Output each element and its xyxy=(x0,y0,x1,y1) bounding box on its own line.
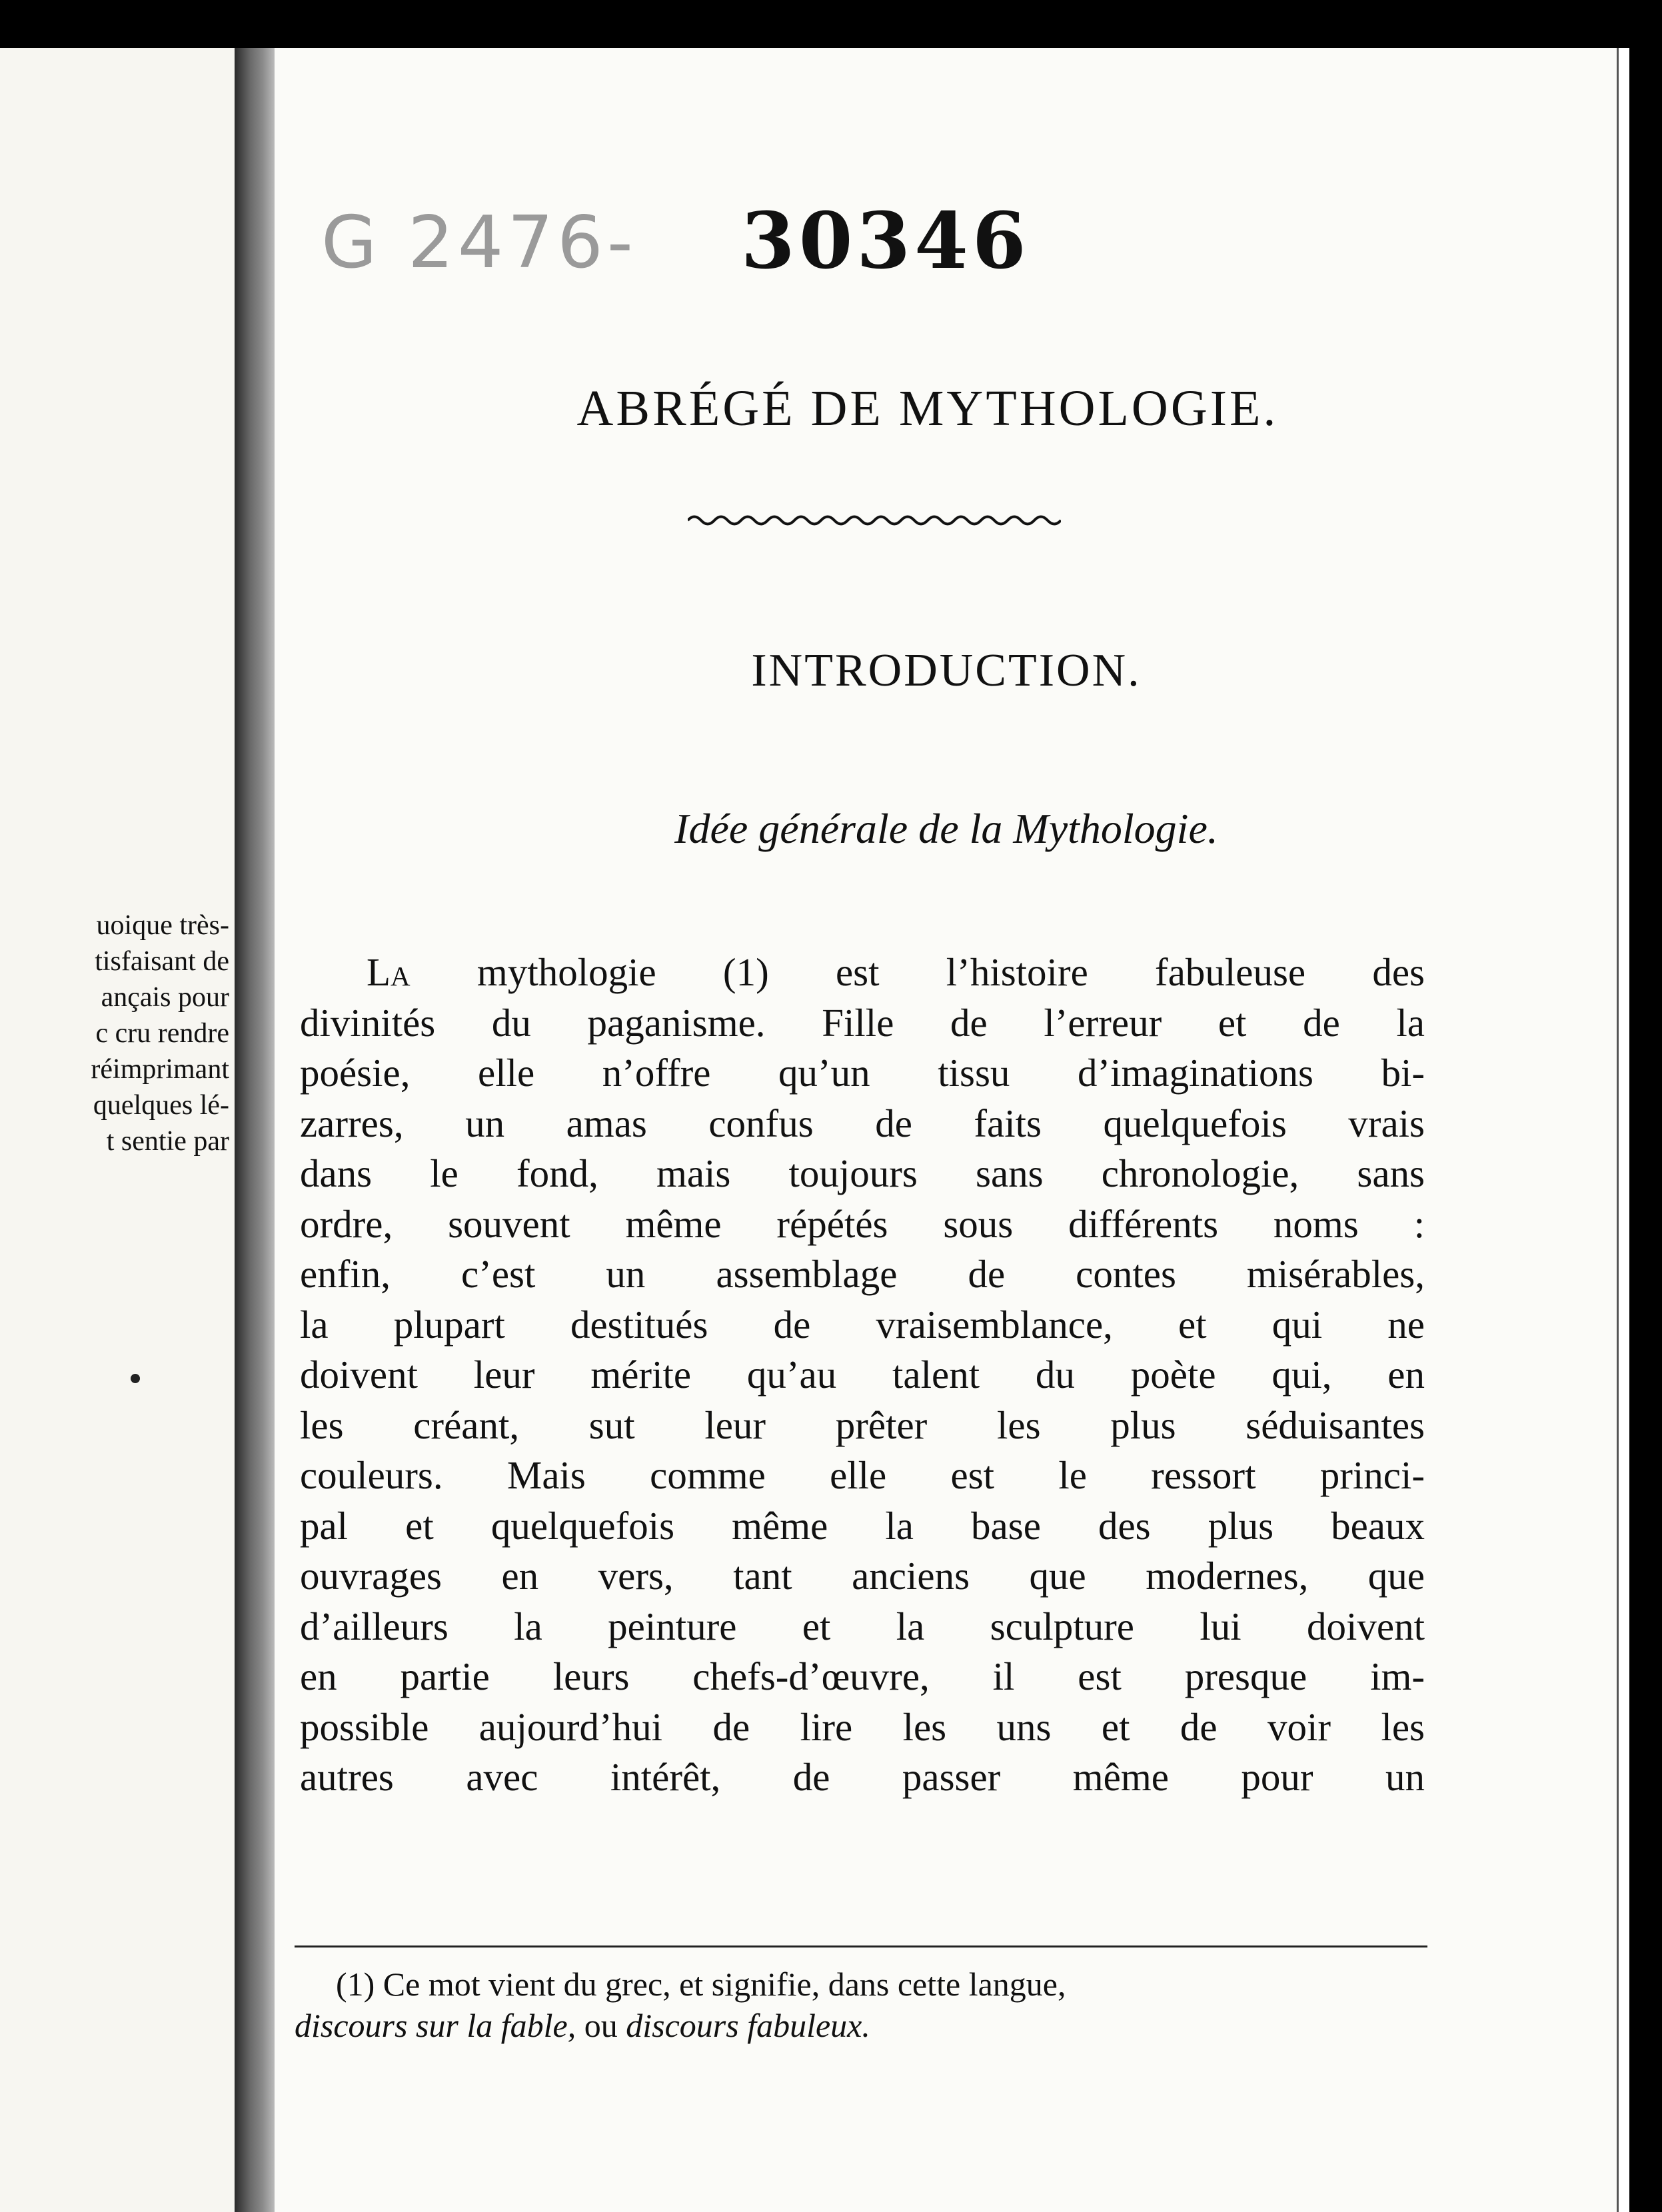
body-line: possible aujourd’hui de lire les uns et de voir les xyxy=(300,1704,1425,1749)
footnote-line: (1) Ce mot vient du grec, et signifie, dans cette langue, xyxy=(336,1965,1066,2003)
left-page-line: c cru rendre xyxy=(95,1018,229,1049)
body-line: dans le fond, mais toujours sans chronologie, sans xyxy=(300,1151,1425,1195)
body-line: ouvrages en vers, tant anciens que modernes, que xyxy=(300,1554,1425,1598)
left-page-line: ançais pour xyxy=(101,982,229,1013)
left-page-line: t sentie par xyxy=(106,1126,229,1157)
body-line: couleurs. Mais comme elle est le ressort princi- xyxy=(300,1453,1425,1497)
body-line: poésie, elle n’offre qu’un tissu d’imaginations bi- xyxy=(300,1051,1425,1095)
body-line: la plupart destitués de vraisemblance, et qui ne xyxy=(300,1302,1425,1347)
page-edge xyxy=(1617,48,1629,2212)
body-line: d’ailleurs la peinture et la sculpture lui doivent xyxy=(300,1604,1425,1648)
left-page-line: tisfaisant de xyxy=(95,946,229,977)
handwritten-shelfmark: G 2476- xyxy=(321,201,637,284)
body-line: zarres, un amas confus de faits quelquefois vrais xyxy=(300,1101,1425,1145)
body-line xyxy=(300,947,1425,998)
body-paragraph xyxy=(300,947,1425,1803)
right-page xyxy=(275,48,1617,2212)
footnote-italic-phrase: discours sur la fable, xyxy=(295,2007,576,2044)
footnote-rule xyxy=(295,1945,1427,1947)
left-page-line: uoique très- xyxy=(96,910,229,941)
body-line: divinités du paganisme. Fille de l’erreur et de la xyxy=(300,1000,1425,1045)
first-line-text: mythologie (1) est l’histoire fabuleuse des xyxy=(476,950,1425,994)
left-page-line: réimprimant xyxy=(91,1054,229,1085)
left-facing-page xyxy=(0,48,235,2212)
body-line: pal et quelquefois même la base des plus beaux xyxy=(300,1503,1425,1548)
footnote xyxy=(295,1963,1427,2046)
book-title: ABRÉGÉ DE MYTHOLOGIE. xyxy=(576,380,1279,436)
wavy-ornament-divider xyxy=(688,509,1061,532)
book-gutter xyxy=(235,48,275,2212)
body-line: enfin, c’est un assemblage de contes misérables, xyxy=(300,1252,1425,1296)
footnote-italic-phrase: discours fabuleux. xyxy=(626,2007,870,2044)
catalog-number: 30346 xyxy=(741,196,1030,286)
body-line: doivent leur mérite qu’au talent du poète qui, en xyxy=(300,1353,1425,1396)
body-line: en partie leurs chefs-d’œuvre, il est presque im- xyxy=(300,1654,1425,1698)
left-page-line: quelques lé- xyxy=(93,1090,229,1121)
body-line: autres avec intérêt, de passer même pour un xyxy=(300,1755,1425,1799)
ink-spot xyxy=(131,1374,140,1383)
section-subtitle: Idée générale de la Mythologie. xyxy=(674,805,1218,852)
drop-word: La xyxy=(367,950,411,994)
body-line: ordre, souvent même répétés sous différents noms : xyxy=(300,1201,1425,1246)
section-title: INTRODUCTION. xyxy=(751,645,1142,696)
footnote-connector: ou xyxy=(576,2007,626,2044)
body-line: les créant, sut leur prêter les plus séduisantes xyxy=(300,1402,1425,1447)
left-page-text xyxy=(0,907,235,1159)
footnote-line xyxy=(295,2005,1427,2046)
